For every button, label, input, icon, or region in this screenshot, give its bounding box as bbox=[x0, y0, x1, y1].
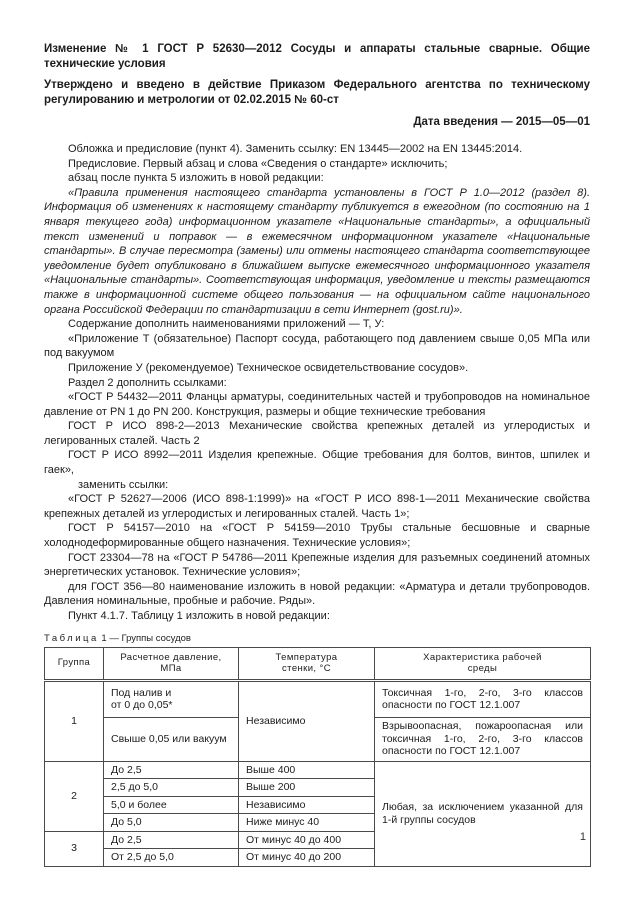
cell-group2-temp2: Выше 200 bbox=[239, 779, 375, 797]
para-clause5-intro: абзац после пункта 5 изложить в новой редакции: bbox=[68, 172, 324, 185]
cell-group1-temperature: Независимо bbox=[239, 680, 375, 761]
para-cover-preface: Обложка и предисловие (пункт 4). Заменить ссылку: EN 13445—2002 на EN 13445:2014. bbox=[68, 143, 523, 155]
table-caption-word: Таблица bbox=[44, 632, 99, 644]
para-annex-t: «Приложение Т (обязательное) Паспорт сосуда, работающего под давлением свыше 0,05 МПа или под вакуумом bbox=[44, 332, 590, 360]
para-annex-u: Приложение У (рекомендуемое) Техническое освидетельствование сосудов». bbox=[68, 361, 469, 374]
cell-group2-pressure4: До 5,0 bbox=[104, 814, 239, 832]
cell-group1-pressure1: Под налив и от 0 до 0,05* bbox=[104, 680, 239, 717]
amendment-body bbox=[44, 142, 590, 624]
para-section2-intro: Раздел 2 дополнить ссылками: bbox=[68, 376, 227, 389]
table-caption bbox=[44, 633, 590, 644]
cell-group2-pressure3: 5,0 и более bbox=[104, 796, 239, 814]
cell-group3-temp2: От минус 40 до 200 bbox=[239, 849, 375, 867]
cell-group2-pressure2: 2,5 до 5,0 bbox=[104, 779, 239, 797]
column-header-temperature: Температура стенки, °С bbox=[239, 647, 375, 680]
cell-group1-pressure2: Свыше 0,05 или вакуум bbox=[104, 717, 239, 761]
column-header-group: Группа bbox=[45, 647, 104, 680]
cell-group2-temp3: Независимо bbox=[239, 796, 375, 814]
amendment-title: Изменение № 1 ГОСТ Р 52630—2012 Сосуды и аппараты стальные сварные. Общие технические условия bbox=[44, 43, 590, 70]
cell-group1-medium2: Взрывоопасная, пожароопасная или токсичная 1-го, 2-го, 3-го классов опасности по ГОСТ 12.1.007 bbox=[375, 717, 591, 761]
cell-group1-medium1: Токсичная 1-го, 2-го, 3-го классов опасности по ГОСТ 12.1.007 bbox=[375, 680, 591, 717]
cell-group3-number: 3 bbox=[45, 831, 104, 866]
approval-statement: Утверждено и введено в действие Приказом Федерального агентства по техническому регулированию и метрологии от 02.02.2015 № 60-ст bbox=[44, 79, 590, 106]
cell-group2-pressure1: До 2,5 bbox=[104, 761, 239, 779]
para-preface-exclusion: Предисловие. Первый абзац и слова «Сведения о стандарте» исключить; bbox=[68, 157, 448, 170]
cell-group3-pressure1: До 2,5 bbox=[104, 831, 239, 849]
column-header-medium: Характеристика рабочей среды bbox=[375, 647, 591, 680]
para-replace-links: заменить ссылки: bbox=[78, 478, 169, 491]
para-ref-23304: ГОСТ 23304—78 на «ГОСТ Р 54786—2011 Крепежные изделия для разъемных соединений атомных энергетических установок. Технические условия»; bbox=[44, 551, 590, 579]
vessel-groups-table bbox=[44, 647, 591, 867]
column-header-pressure: Расчетное давление, МПа bbox=[104, 647, 239, 680]
cell-group2-number: 2 bbox=[45, 761, 104, 831]
para-ref-iso-898-2: ГОСТ Р ИСО 898-2—2013 Механические свойства крепежных деталей из углеродистых и легированных сталей. Часть 2 bbox=[44, 420, 590, 447]
para-application-rules: «Правила применения настоящего стандарта установлены в ГОСТ Р 1.0—2012 (раздел 8). Информация об изменениях к настоящему стандарту публикуется в ежегодном (по состоянию на 1 января текущего года) информационном указателе «Национальные стандарты», а официальный текст изменений и поправок — в ежемесячном информационном указателе «Национальные стандарты». В случае пересмотра (замены) или отмены настоящего стандарта соответствующее уведомление будет опубликовано в ближайшем выпуске ежемесячного информационного указателя «Национальные стандарты». Соответствующая информация, уведомление и тексты размещаются также в информационной системе общего пользования — на официальном сайте национального органа Российской Федерации по стандартизации в сети Интернет (gost.ru)». bbox=[44, 186, 590, 316]
cell-group1-number: 1 bbox=[45, 680, 104, 761]
table-header-row bbox=[45, 647, 591, 680]
para-clause-417: Пункт 4.1.7. Таблицу 1 изложить в новой редакции: bbox=[68, 610, 330, 622]
para-ref-iso-8992: ГОСТ Р ИСО 8992—2011 Изделия крепежные. Общие требования для болтов, винтов, шпилек и гаек», bbox=[44, 449, 590, 477]
table-row-group1a bbox=[45, 680, 591, 717]
table-caption-rest: 1 — Группы сосудов bbox=[101, 632, 191, 644]
para-contents-additions: Содержание дополнить наименованиями приложений — Т, У: bbox=[68, 318, 385, 331]
para-ref-54157: ГОСТ Р 54157—2010 на «ГОСТ Р 54159—2010 Трубы стальные бесшовные и сварные холоднодеформированные общего назначения. Технические условия»; bbox=[44, 522, 590, 550]
page-number: 1 bbox=[579, 831, 586, 843]
para-ref-356: для ГОСТ 356—80 наименование изложить в новой редакции: «Арматура и детали трубопроводов. Давления номинальные, пробные и рабочие. Ряды». bbox=[44, 580, 590, 608]
cell-group3-temp1: От минус 40 до 400 bbox=[239, 831, 375, 849]
cell-group23-medium: Любая, за исключением указанной для 1-й группы сосудов bbox=[375, 761, 591, 866]
cell-group2-temp4: Ниже минус 40 bbox=[239, 814, 375, 832]
effective-date: Дата введения — 2015—05—01 bbox=[413, 116, 590, 128]
cell-group2-temp1: Выше 400 bbox=[239, 761, 375, 779]
para-ref-52627: «ГОСТ Р 52627—2006 (ИСО 898-1:1999)» на «ГОСТ Р ИСО 898-1—2011 Механические свойства крепежных деталей из углеродистых и легированных сталей. Часть 1»; bbox=[44, 493, 590, 520]
table-row-group2a bbox=[45, 761, 591, 779]
para-ref-54432: «ГОСТ Р 54432—2011 Фланцы арматуры, соединительных частей и трубопроводов на номинальное давление от PN 1 до PN 200. Конструкция, размеры и общие технические требования bbox=[44, 391, 590, 418]
cell-group3-pressure2: От 2,5 до 5,0 bbox=[104, 849, 239, 867]
